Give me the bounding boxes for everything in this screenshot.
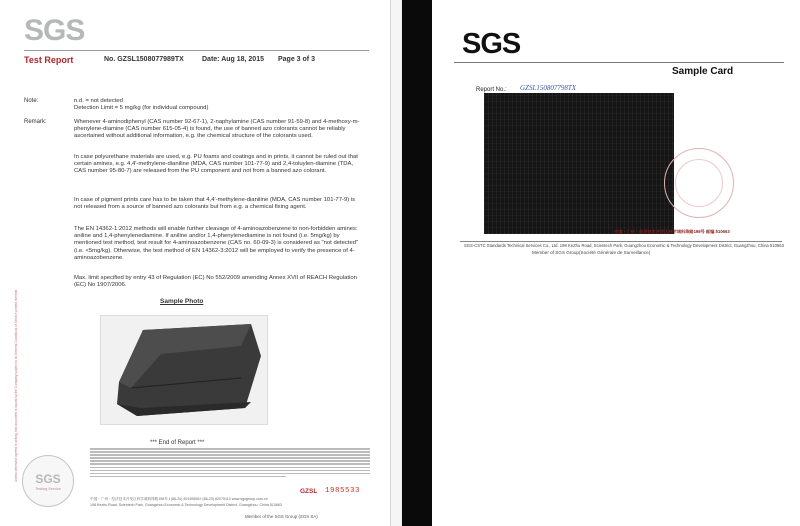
- fabric-swatch: [484, 93, 674, 234]
- remark-label: Remark:: [24, 119, 47, 125]
- member-sgs-right: Member of SGS Group(Société Générale de Surveillance): [532, 250, 651, 255]
- sgs-logo-text: SGS: [24, 14, 85, 47]
- test-report-page: [0, 0, 390, 526]
- report-title: Test Report: [24, 55, 74, 65]
- remark-p1: Whenever 4-aminodiphenyl (CAS number 92-67-1), 2-naphylamine (CAS number 91-59-8) and 4-methoxy-m-phenylene-diamine (CAS number 615-05-4) is found, the use of banned azo colorants cannot be reliably ascertained without additional information, e.g. the chemical structure of the colorants used.: [74, 119, 360, 140]
- remark-p3: In case of pigment prints care has to be taken that 4,4'-methylene-dianiline (MDA, CAS number 101-77-9) is not released from a source of banned azo colorants but from e.g. a chemical fixing agent.: [74, 197, 356, 211]
- gzsl-label: GZSL: [300, 488, 318, 495]
- end-of-report: *** End of Report ***: [150, 440, 205, 446]
- footer-en-right: SGS-CSTC Standards Technical Services Co., Ltd. 198 KeZhu Road, Scientech Park, Guangzhou Economic & Technology Development District, Guangzhou, China 510663: [464, 243, 784, 248]
- note-line: n.d. = not detected: [74, 98, 123, 104]
- report-number: No. GZSL1508077989TX: [104, 56, 184, 63]
- report-no-label: Report No.:: [476, 87, 507, 93]
- footer-address-en: 198 Kezhu Road, Scientech Park, Guangzhou Economic & Technology Development District, Guangzhou, China 510663: [90, 503, 282, 507]
- scan-shadow: [402, 0, 432, 526]
- sample-card-page: [432, 0, 800, 526]
- sample-photo-title: Sample Photo: [160, 298, 204, 305]
- gzsl-number: 1985533: [325, 487, 361, 495]
- faint-stamp: [664, 148, 734, 218]
- report-date: Date: Aug 18, 2015: [202, 56, 264, 63]
- seal-text: SGS: [35, 472, 61, 486]
- seal-subtitle: Testing Service: [35, 487, 61, 491]
- report-no-handwritten: GZSL150807798TX: [520, 84, 577, 92]
- fine-print: [90, 448, 370, 486]
- page-gutter: [390, 0, 402, 526]
- footer-address-cn: 中国・广州・经济技术开发区科学城科珠路198号 t (86-20) 82155555 f (86-20) 82075113 www.sgsgroup.com.cn: [90, 497, 268, 501]
- note-block: [74, 98, 364, 112]
- member-sgs-left: Member of the SGS Group (SGS SA): [245, 514, 318, 519]
- page-number: Page 3 of 3: [278, 56, 315, 63]
- testing-service-seal: [22, 455, 74, 507]
- note-label: Note:: [24, 98, 39, 104]
- header-divider: [24, 50, 369, 51]
- sample-card-title: Sample Card: [672, 66, 734, 77]
- footer-cn-right: 中国・广州・经济技术开发区科学城科珠路198号 邮编:510663: [614, 229, 730, 234]
- sgs-logo: [24, 14, 88, 48]
- remark-p2: In case polyurethane materials are used, e.g. PU foams and coatings and in prints, it cannot be ruled out that certain amines, e.g. 4,4'-methylene-dianiline (MDA, CAS number 101-77-9) and 2,4-toluylen-diamine (TDA, CAS number 95-80-7) are released from the PU component and not from a banned azo colorant.: [74, 154, 358, 175]
- side-disclaimer: [6, 70, 18, 490]
- fabric-photo-image: [101, 316, 268, 425]
- right-footer-divider: [460, 241, 782, 242]
- sample-photo: [100, 315, 268, 425]
- sgs-logo-right: [462, 28, 520, 60]
- remark-p4: The EN 14362-1:2012 methods will enable further cleavage of 4-aminoazobenzene to non-forbidden amines: aniline and 1,4-phenylenediamine. If aniline and/or 1,4-phenylenediamine is not found (i.e. 5mg/kg) by mentioned test method, test result for 4-aminoazobenzene (CAS no. 60-09-3) is considered as "not detected" (i.e. <5mg/kg). Otherwise, the test method of EN 14362-3:2012 will be employed to verify the presence of 4-aminoazobenzene.: [74, 226, 359, 261]
- note-line: Detection Limit = 5 mg/kg (for individual compound): [74, 105, 209, 112]
- side-disclaimer-text: Unless otherwise agreed in writing, this document is issued by the Company subject to its General Conditions of Service printed overleaf: [14, 289, 18, 482]
- remark-p5: Max. limit specified by entry 43 of Regulation (EC) No 552/2009 amending Annex XVII of REACH Regulation (EC) No 1907/2006.: [74, 275, 357, 289]
- right-header-divider: [454, 62, 784, 63]
- sgs-logo-right-text: SGS: [462, 28, 521, 60]
